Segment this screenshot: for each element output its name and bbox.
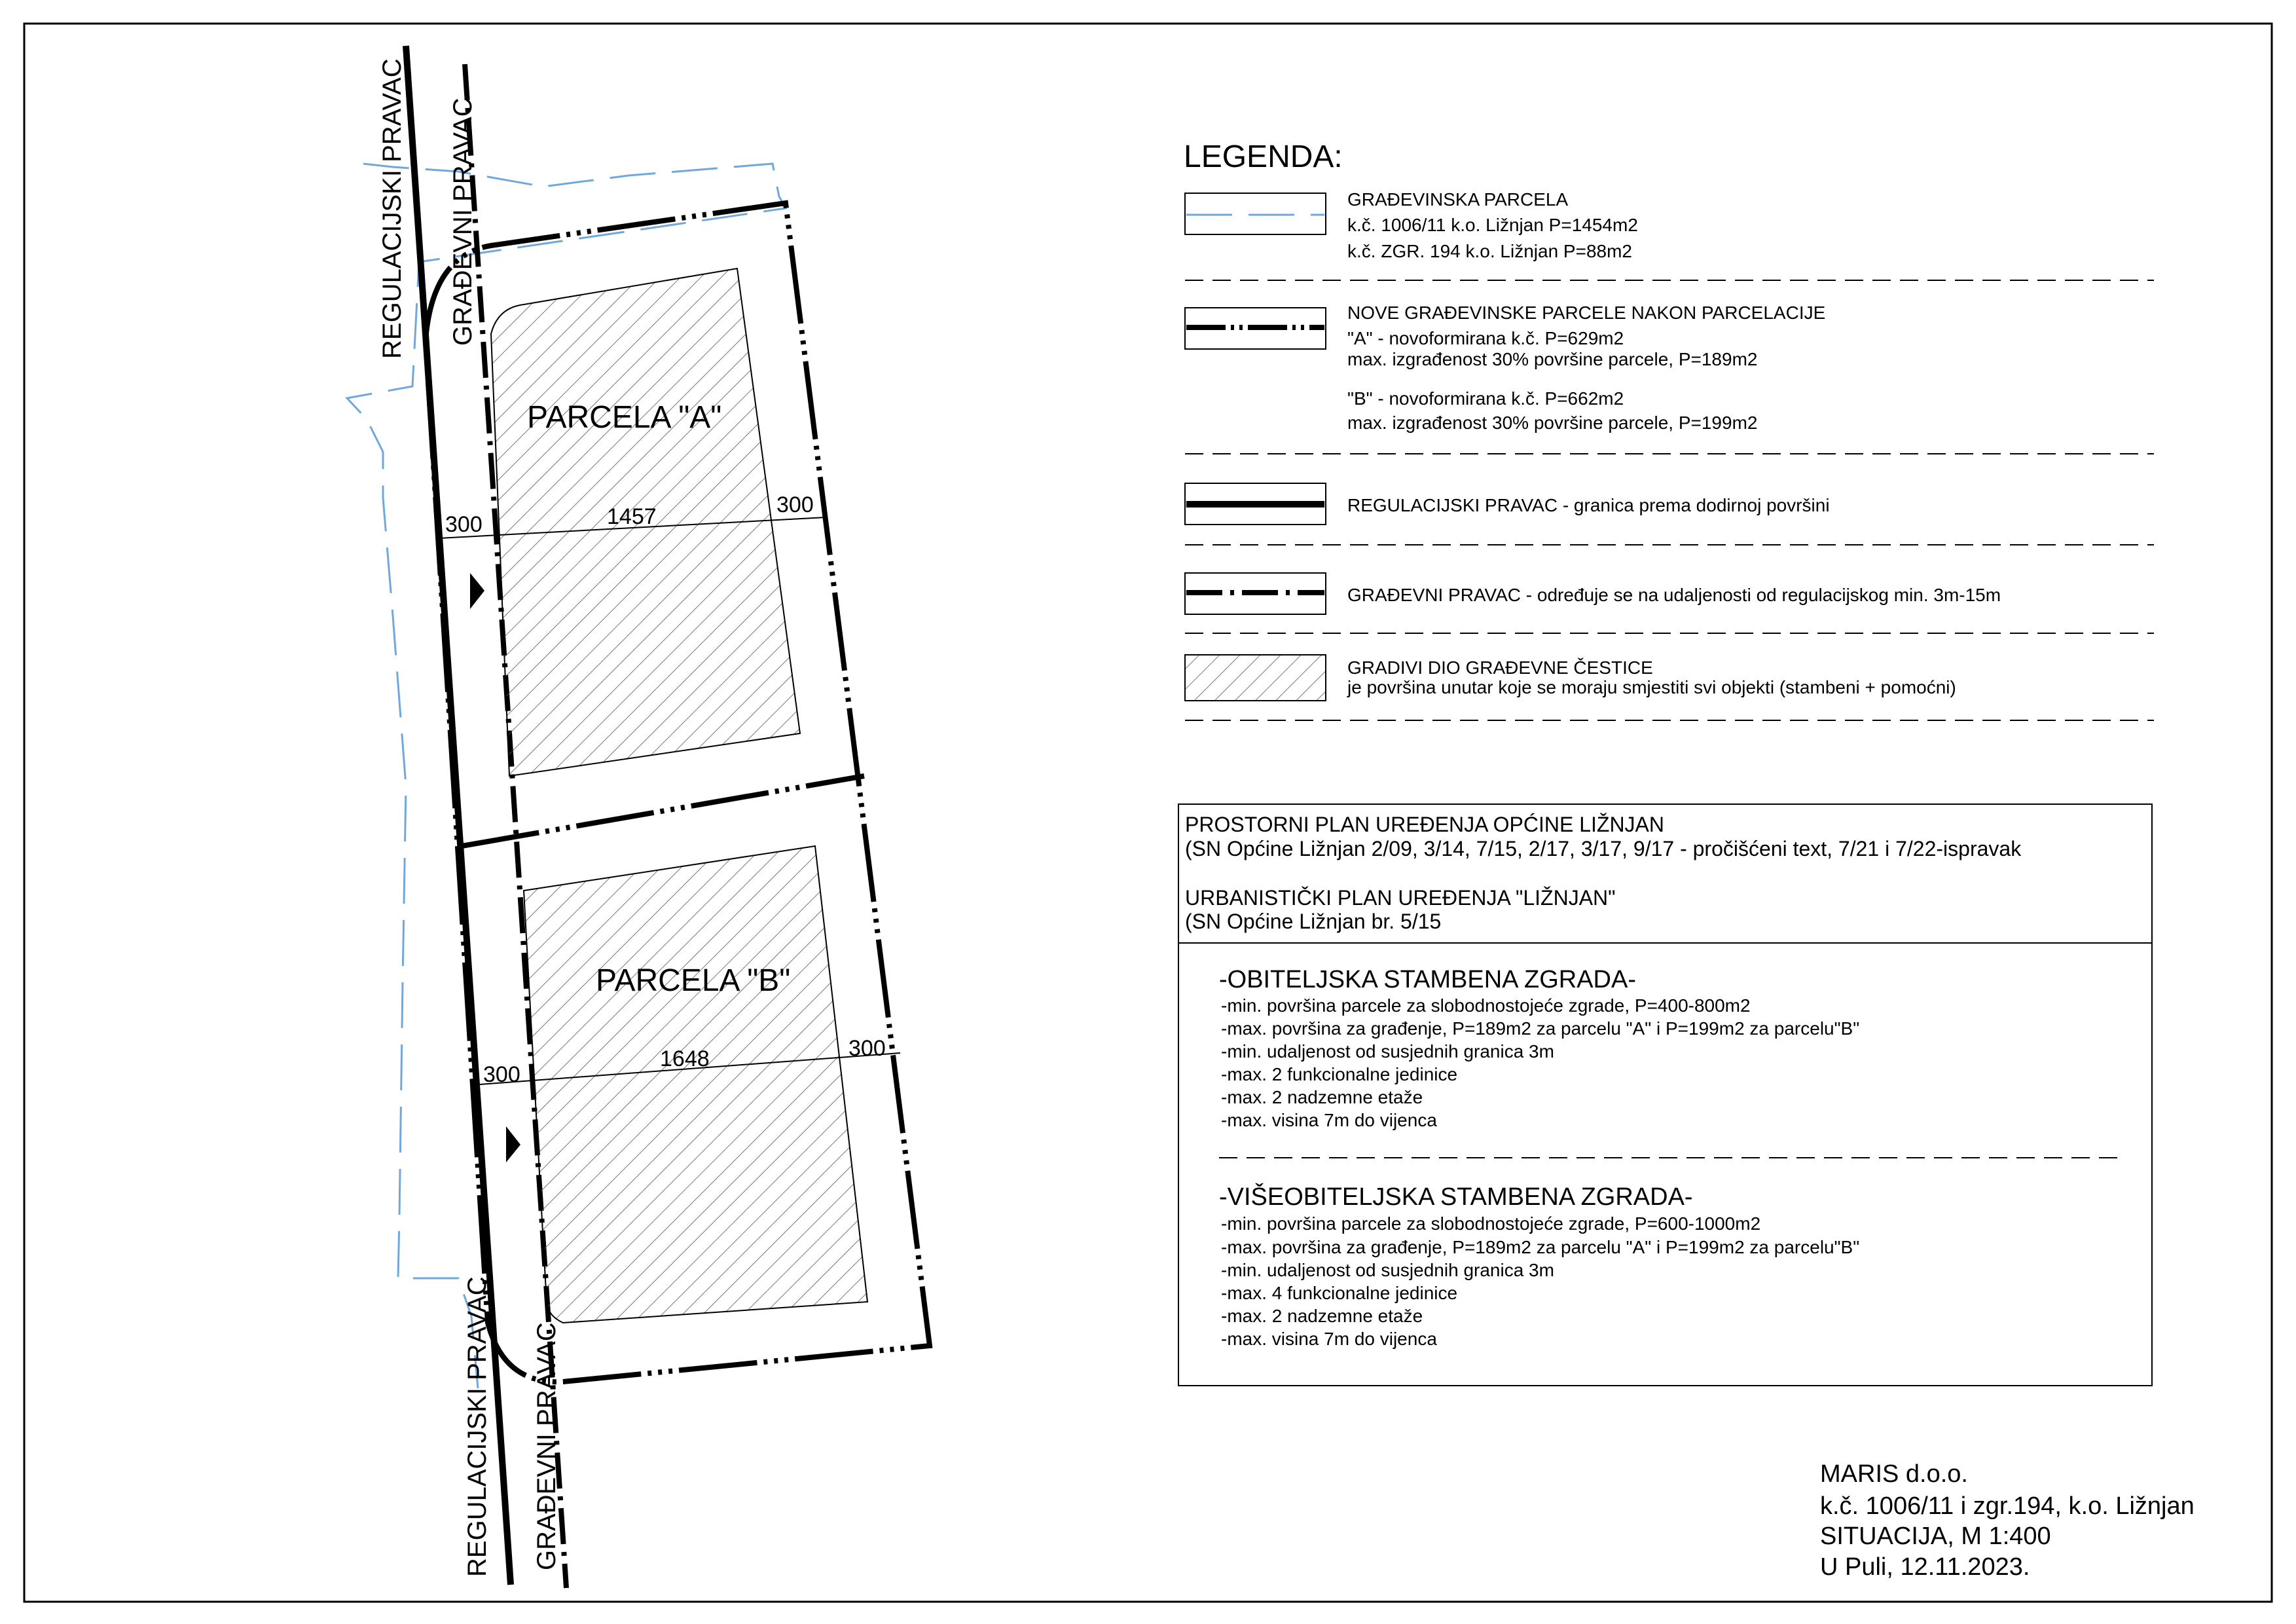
multi-family-rule-2: -max. površina za građenje, P=189m2 za parcelu "A" i P=199m2 za parcelu"B" [1221,1237,1860,1257]
legend-item-2-line-5: max. izgrađenost 30% površine parcele, P=199m2 [1347,413,1758,433]
building-line-label-bottom: GRAĐEVNI PRAVAC [532,1322,561,1570]
legend-item-2-line-4: "B" - novoformirana k.č. P=662m2 [1347,388,1624,409]
legend-item-1-line-2: k.č. 1006/11 k.o. Ližnjan P=1454m2 [1347,215,1638,235]
legend-item-2-line-3: max. izgrađenost 30% površine parcele, P=189m2 [1347,349,1758,369]
plan-header-line-2: (SN Općine Ližnjan 2/09, 3/14, 7/15, 2/17, 3/17, 9/17 - pročišćeni text, 7/21 i 7/22-ispravak [1185,837,2022,860]
family-house-rule-6: -max. visina 7m do vijenca [1221,1110,1437,1130]
plan-header-line-1: PROSTORNI PLAN UREĐENJA OPĆINE LIŽNJAN [1185,813,1664,836]
parcel-division-line [462,776,864,846]
legend-swatch-buildable-area [1185,655,1326,701]
multi-family-title: -VIŠEOBITELJSKA STAMBENA ZGRADA- [1219,1183,1693,1211]
legend-item-2-line-1: NOVE GRAĐEVINSKE PARCELE NAKON PARCELACIJE [1347,303,1826,323]
multi-family-rule-4: -max. 4 funkcionalne jedinice [1221,1283,1458,1303]
legend-item-5-line-1: GRADIVI DIO GRAĐEVNE ČESTICE [1347,657,1653,678]
parcel-a-setback-left: 300 [445,512,483,537]
parcel-a-width: 1457 [607,504,657,529]
parcel-b-setback-left: 300 [483,1062,520,1087]
title-block-company: MARIS d.o.o. [1820,1460,1968,1488]
legend-item-3-line-1: REGULACIJSKI PRAVAC - granica prema dodirnoj površini [1347,495,1830,515]
multi-family-rule-5: -max. 2 nadzemne etaže [1221,1306,1423,1326]
multi-family-rule-1: -min. površina parcele za slobodnostojeće zgrade, P=600-1000m2 [1221,1213,1761,1234]
buildable-area-b [524,846,867,1323]
legend-item-5-line-2: je površina unutar koje se moraju smjestiti svi objekti (stambeni + pomoćni) [1347,677,1956,697]
title-block-scale: SITUACIJA, M 1:400 [1820,1522,2051,1550]
family-house-rule-5: -max. 2 nadzemne etaže [1221,1087,1423,1107]
legend-item-2-line-2: "A" - novoformirana k.č. P=629m2 [1347,328,1624,348]
parcel-b-setback-right: 300 [848,1036,886,1061]
family-house-rule-1: -min. površina parcele za slobodnostojeće zgrade, P=400-800m2 [1221,995,1751,1016]
parcel-a-label: PARCELA "A" [527,400,722,435]
entry-arrow-a [470,573,484,609]
title-block-place-date: U Puli, 12.11.2023. [1820,1553,2030,1581]
family-house-rule-3: -min. udaljenost od susjednih granica 3m [1221,1041,1554,1061]
regulation-line-label-top: REGULACIJSKI PRAVAC [378,58,407,359]
sheet-frame [24,24,2272,1602]
parcel-a-setback-right: 300 [776,492,814,517]
parcel-b-width: 1648 [660,1046,710,1071]
parcel-b-label: PARCELA "B" [596,963,791,998]
plan-header-line-3: URBANISTIČKI PLAN UREĐENJA "LIŽNJAN" [1185,886,1616,910]
legend-item-1-line-3: k.č. ZGR. 194 k.o. Ližnjan P=88m2 [1347,241,1632,261]
legend-title: LEGENDA: [1184,139,1343,174]
title-block-parcel-ref: k.č. 1006/11 i zgr.194, k.o. Ližnjan [1820,1492,2195,1520]
entry-arrow-b [506,1126,520,1162]
regulation-line-label-bottom: REGULACIJSKI PRAVAC [463,1276,492,1577]
plan-header-line-4: (SN Općine Ližnjan br. 5/15 [1185,910,1442,933]
family-house-rule-4: -max. 2 funkcionalne jedinice [1221,1064,1458,1084]
family-house-title: -OBITELJSKA STAMBENA ZGRADA- [1219,966,1636,993]
building-line-label-top: GRAĐEVNI PRAVAC [448,98,477,346]
multi-family-rule-3: -min. udaljenost od susjednih granica 3m [1221,1260,1554,1280]
multi-family-rule-6: -max. visina 7m do vijenca [1221,1329,1437,1349]
legend-item-1-line-1: GRAĐEVINSKA PARCELA [1347,189,1569,210]
legend-item-4-line-1: GRAĐEVNI PRAVAC - određuje se na udaljenosti od regulacijskog min. 3m-15m [1347,585,2001,605]
family-house-rule-2: -max. površina za građenje, P=189m2 za parcelu "A" i P=199m2 za parcelu"B" [1221,1018,1860,1039]
